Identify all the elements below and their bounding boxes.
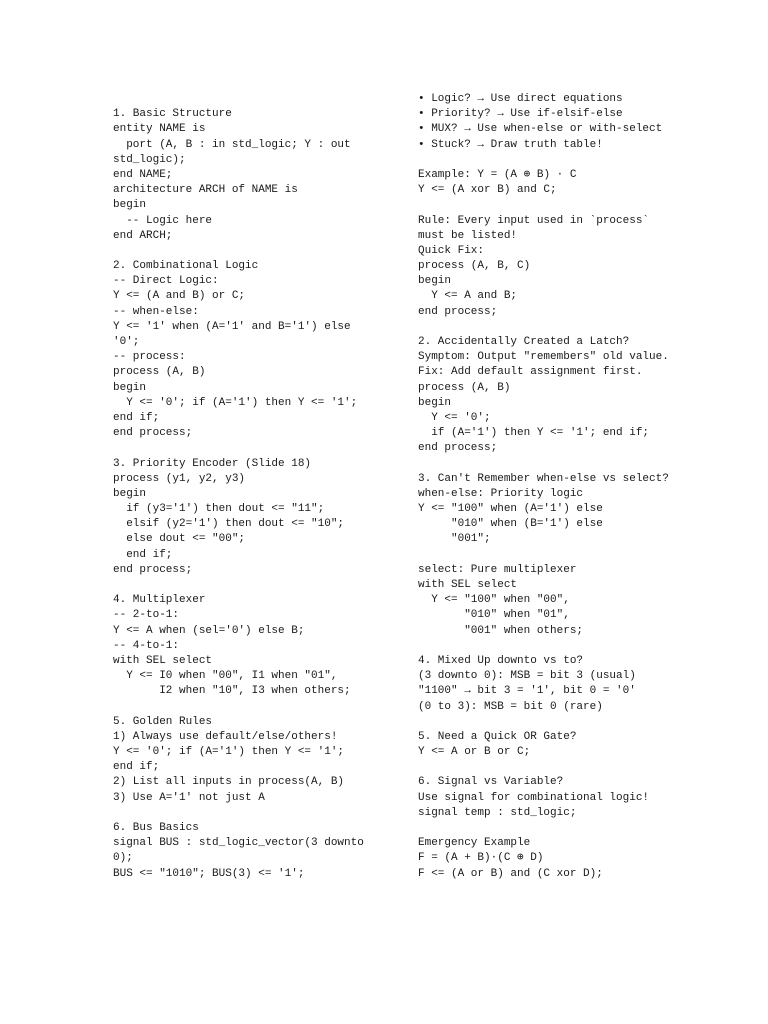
left-column-line: signal BUS : std_logic_vector(3 downto <box>113 837 364 850</box>
right-column-line: end process; <box>418 442 498 455</box>
left-column-line: 3. Priority Encoder (Slide 18) <box>113 457 312 470</box>
left-column-line: Y <= '1' when (A='1' and B='1') else <box>113 320 351 333</box>
left-column-line: -- Logic here <box>113 214 213 227</box>
right-column-line <box>418 715 718 730</box>
right-column-line: 5. Need a Quick OR Gate? <box>418 730 577 743</box>
right-column-line: "010" when (B='1') else <box>418 518 603 531</box>
right-column-line: Y <= A and B; <box>418 290 518 303</box>
right-column-line: • MUX? → Use when-else or with-select <box>418 123 663 136</box>
left-column-line: process (A, B) <box>113 366 206 379</box>
right-column-line: Example: Y = (A ⊕ B) · C <box>418 168 577 181</box>
right-column-line: begin <box>418 275 452 288</box>
left-column-line: end if; <box>113 548 173 561</box>
left-column-line: BUS <= "1010"; BUS(3) <= '1'; <box>113 867 305 880</box>
left-column-line: port (A, B : in std_logic; Y : out <box>113 138 351 151</box>
left-column-line: 2) List all inputs in process(A, B) <box>113 776 345 789</box>
right-column-line: Y <= (A xor B) and C; <box>418 184 557 197</box>
right-column-line: Rule: Every input used in `process` <box>418 214 650 227</box>
right-column-line: Y <= "100" when (A='1') else <box>418 503 603 516</box>
left-column-line: '0'; <box>113 336 140 348</box>
left-column-line: begin <box>113 381 147 394</box>
left-column-line: if (y3='1') then dout <= "11"; <box>113 503 325 516</box>
right-column-line: Y <= "100" when "00", <box>418 594 570 607</box>
right-column-line <box>418 320 718 335</box>
right-column-line: "001" when others; <box>418 624 584 637</box>
left-column-line: else dout <= "00"; <box>113 533 246 546</box>
right-column-line <box>418 639 718 654</box>
right-column-line: • Stuck? → Draw truth table! <box>418 138 603 151</box>
right-column-line <box>418 821 718 836</box>
left-column-line: begin <box>113 199 147 212</box>
left-column-line: 6. Bus Basics <box>113 822 199 834</box>
left-column-line: 1. Basic Structure <box>113 108 232 121</box>
right-column-line: F <= (A or B) and (C xor D); <box>418 867 603 880</box>
left-column-line: 2. Combinational Logic <box>113 260 259 273</box>
left-column-line: Y <= (A and B) or C; <box>113 290 246 303</box>
right-column <box>418 92 718 882</box>
right-column-line: Symptom: Output "remembers" old value. <box>418 351 669 364</box>
right-column-line: F = (A + B)·(C ⊕ D) <box>418 852 544 865</box>
right-column-line: 4. Mixed Up downto vs to? <box>418 654 584 667</box>
left-column-line: begin <box>113 487 147 500</box>
left-column-line: 4. Multiplexer <box>113 594 206 607</box>
right-column-line: "010" when "01", <box>418 609 570 622</box>
right-column-line <box>418 457 718 472</box>
left-column-line: -- 4-to-1: <box>113 639 180 652</box>
left-column-line: elsif (y2='1') then dout <= "10"; <box>113 518 345 531</box>
left-column-line: Y <= '0'; if (A='1') then Y <= '1'; <box>113 746 345 759</box>
right-column-line: 3. Can't Remember when-else vs select? <box>418 472 669 485</box>
right-column-line: begin <box>418 396 452 409</box>
left-column <box>113 92 393 882</box>
left-column-line <box>113 806 393 821</box>
right-column-line: when-else: Priority logic <box>418 487 584 500</box>
right-column-line <box>418 153 718 168</box>
left-column-line: with SEL select <box>113 654 213 667</box>
left-column-line: architecture ARCH of NAME is <box>113 184 298 197</box>
left-column-line: end if; <box>113 411 160 424</box>
left-column-line: -- Direct Logic: <box>113 275 219 288</box>
right-column-line: 6. Signal vs Variable? <box>418 776 564 789</box>
right-column-line: with SEL select <box>418 579 518 591</box>
right-column-line <box>418 548 718 563</box>
left-column-line: Y <= A when (sel='0') else B; <box>113 624 305 637</box>
right-column-line: "001"; <box>418 533 491 546</box>
right-column-line: Y <= '0'; <box>418 411 491 424</box>
right-column-line: select: Pure multiplexer <box>418 563 577 576</box>
right-column-line: Use signal for combinational logic! <box>418 791 650 804</box>
right-column-line: Y <= A or B or C; <box>418 746 531 759</box>
left-column-line: end process; <box>113 563 193 576</box>
left-column-line: end ARCH; <box>113 229 173 242</box>
left-column-line: std_logic); <box>113 153 186 166</box>
left-column-line: end if; <box>113 761 160 774</box>
right-column-line: • Priority? → Use if-elsif-else <box>418 108 623 121</box>
right-column-line: Emergency Example <box>418 837 531 850</box>
left-column-line: 0); <box>113 852 133 865</box>
left-column-line <box>113 244 393 259</box>
right-column-line: Quick Fix: <box>418 244 485 257</box>
left-column-line: process (y1, y2, y3) <box>113 472 246 485</box>
left-column-line: 3) Use A='1' not just A <box>113 791 265 804</box>
right-column-line: • Logic? → Use direct equations <box>418 93 623 105</box>
right-column-line: process (A, B) <box>418 381 511 394</box>
left-column-line <box>113 578 393 593</box>
left-column-line: I2 when "10", I3 when others; <box>113 685 351 698</box>
left-column-line: end process; <box>113 427 193 440</box>
left-column-line: -- 2-to-1: <box>113 609 180 622</box>
right-column-line: (3 downto 0): MSB = bit 3 (usual) <box>418 670 636 683</box>
left-column-line: end NAME; <box>113 168 173 181</box>
left-column-line <box>113 700 393 715</box>
right-column-line <box>418 760 718 775</box>
right-column-line: Fix: Add default assignment first. <box>418 366 643 379</box>
left-column-line: 5. Golden Rules <box>113 715 213 728</box>
left-column-line: 1) Always use default/else/others! <box>113 730 338 743</box>
right-column-line: if (A='1') then Y <= '1'; end if; <box>418 427 650 440</box>
right-column-line: signal temp : std_logic; <box>418 806 577 819</box>
right-column-line: process (A, B, C) <box>418 260 531 273</box>
right-column-line: must be listed! <box>418 229 518 242</box>
right-column-line: end process; <box>418 305 498 318</box>
left-column-line: Y <= I0 when "00", I1 when "01", <box>113 670 338 683</box>
left-column-line: Y <= '0'; if (A='1') then Y <= '1'; <box>113 396 358 409</box>
left-column-line: entity NAME is <box>113 123 206 136</box>
right-column-line <box>418 198 718 213</box>
right-column-line: "1100" → bit 3 = '1', bit 0 = '0' <box>418 685 636 698</box>
right-column-line: 2. Accidentally Created a Latch? <box>418 336 630 348</box>
left-column-line: -- when-else: <box>113 305 199 318</box>
left-column-line: -- process: <box>113 351 186 364</box>
left-column-line <box>113 441 393 456</box>
right-column-line: (0 to 3): MSB = bit 0 (rare) <box>418 700 603 713</box>
